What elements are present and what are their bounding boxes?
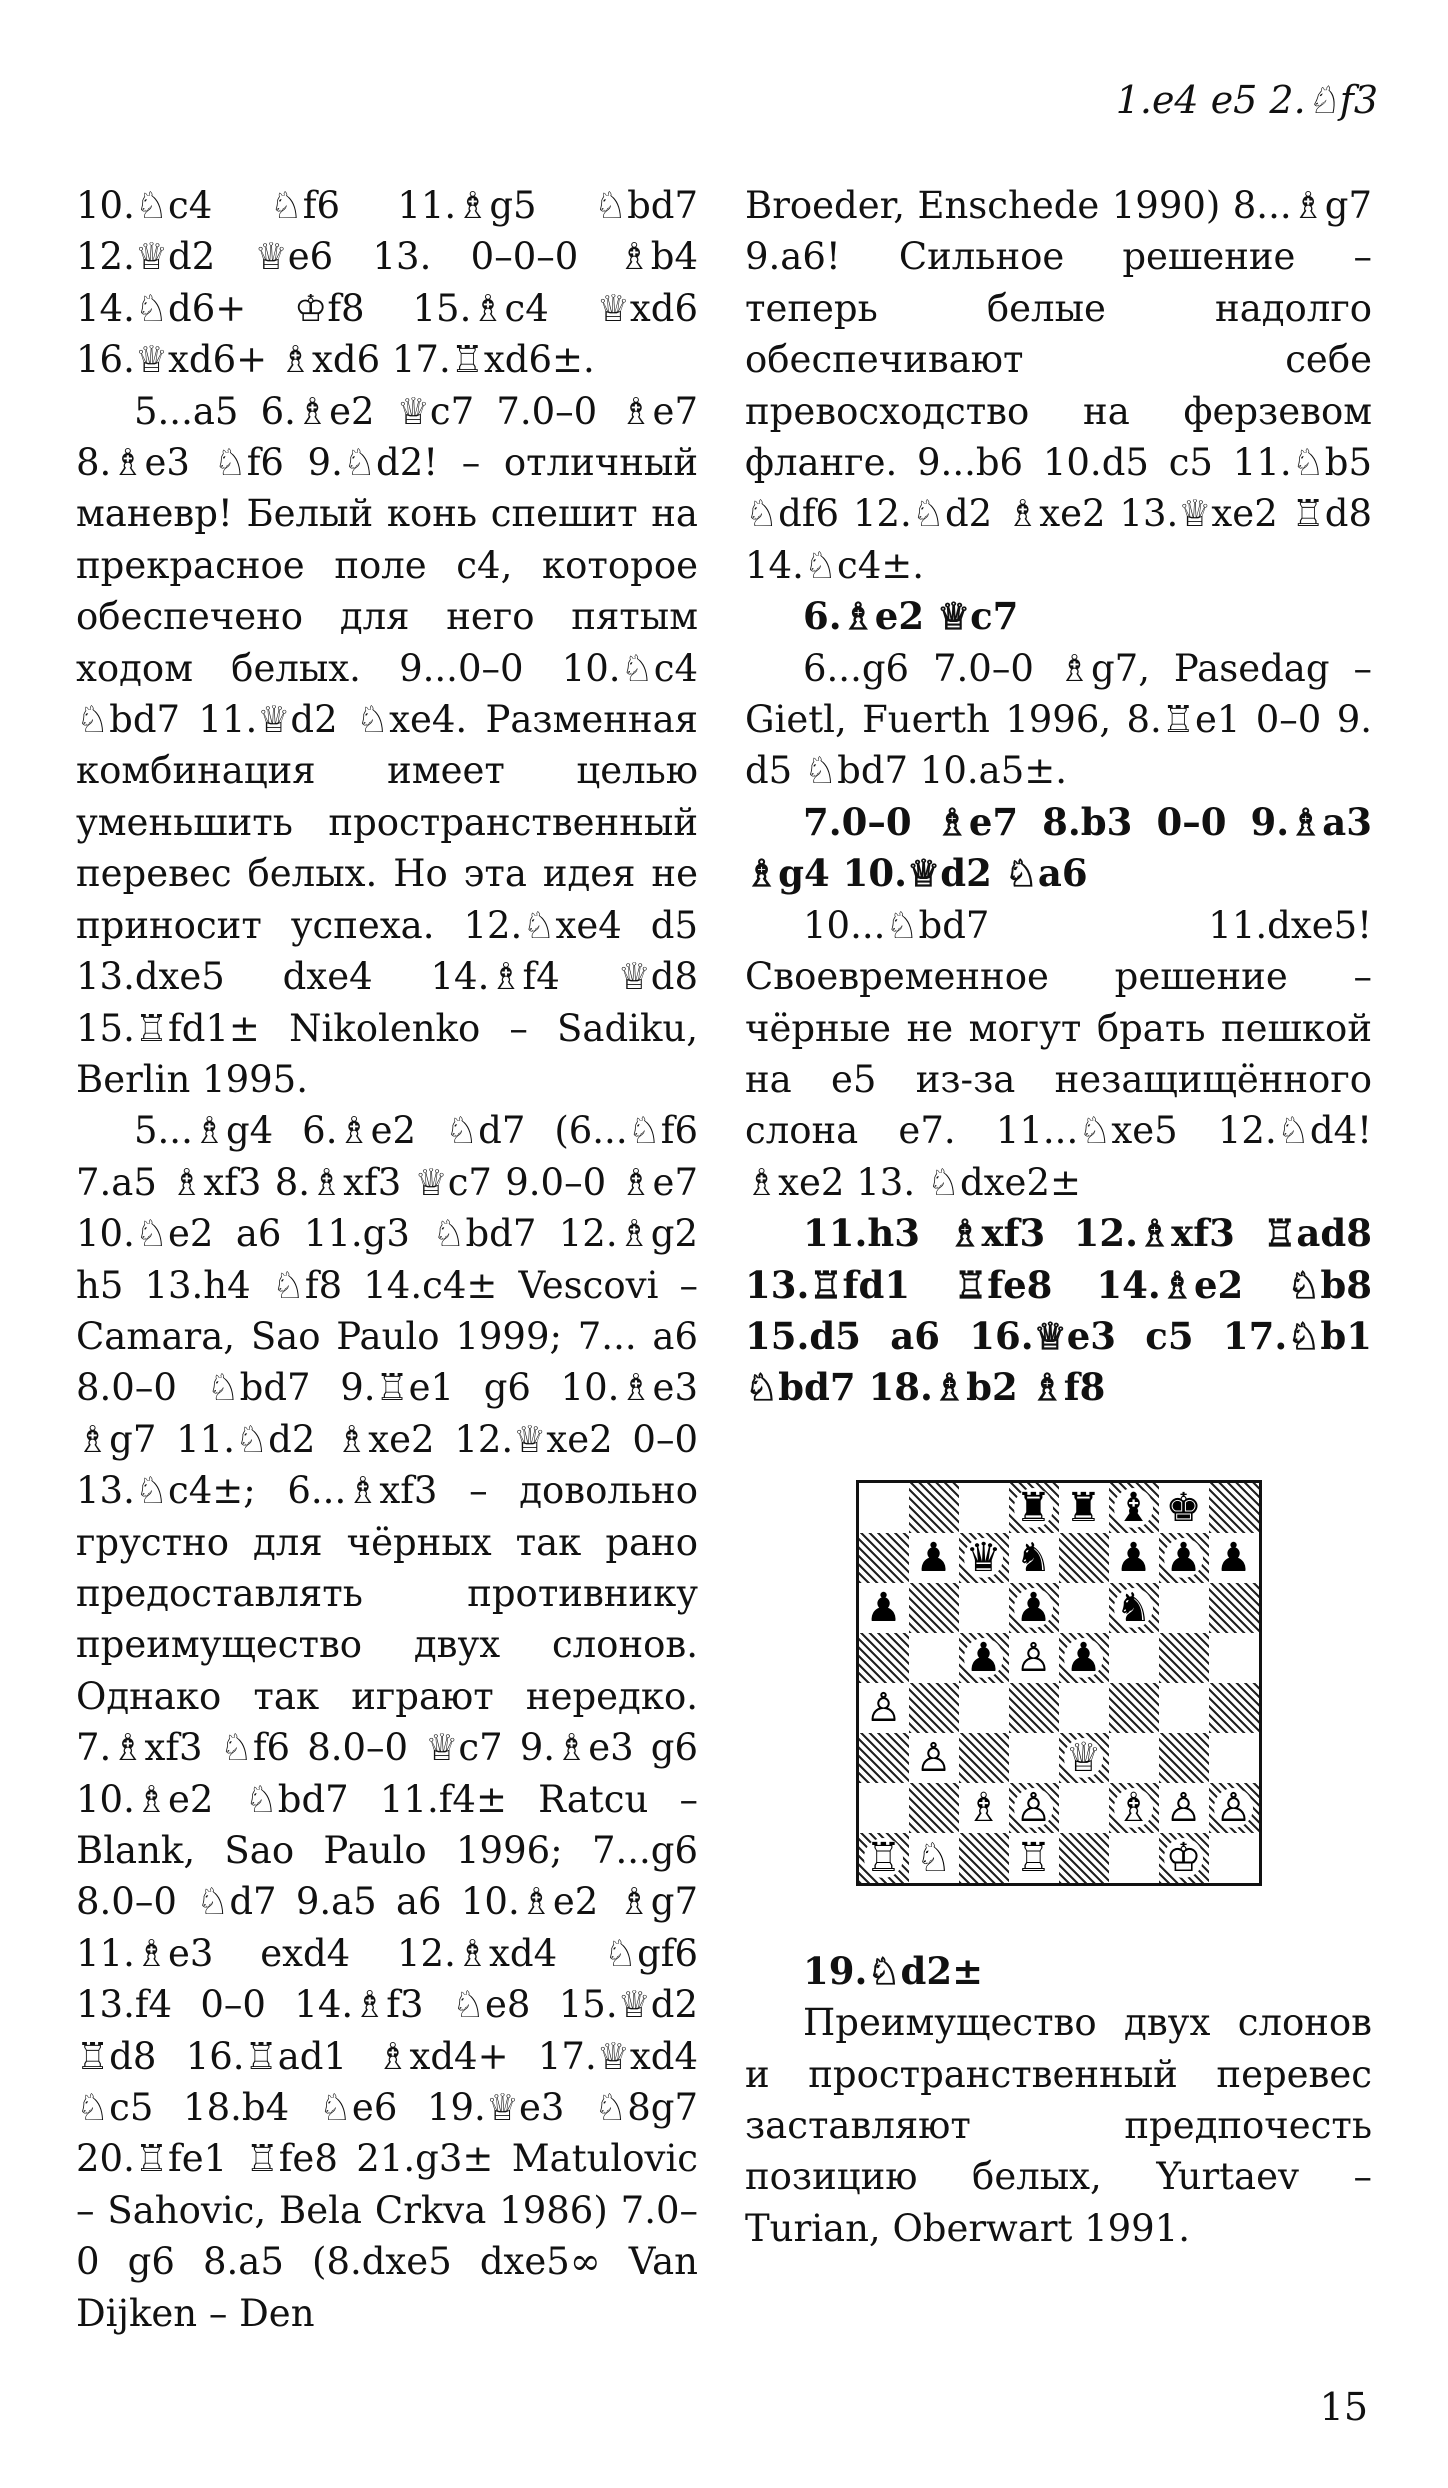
board-square bbox=[1059, 1633, 1109, 1683]
board-square bbox=[959, 1583, 1009, 1633]
paragraph: 5...a5 6.♗e2 ♕c7 7.0–0 ♗e7 8.♗e3 ♘f6 9.♘d2! – отличный маневр! Белый конь спешит на прекрасное поле c4, которое обеспечено для него пятым ходом белых. 9...0–0 10.♘c4 ♘bd7 11.♕d2 ♘xe4. Разменная комбинация имеет целью уменьшить пространственный перевес белых. Но эта идея не приносит успеха. 12.♘xe4 d5 13.dxe5 dxe4 14.♗f4 ♕d8 15.♖fd1± Nikolenko – Sadiku, Berlin 1995. bbox=[76, 389, 698, 1101]
board-square bbox=[1159, 1583, 1209, 1633]
chess-piece-icon: ♙ bbox=[865, 1684, 902, 1731]
board-square bbox=[1209, 1483, 1259, 1533]
board-square bbox=[909, 1583, 959, 1633]
chess-piece-icon: ♟ bbox=[1115, 1534, 1152, 1581]
left-column bbox=[76, 180, 698, 2339]
board-square bbox=[859, 1633, 909, 1683]
board-square bbox=[1109, 1833, 1159, 1883]
chess-piece-icon: ♔ bbox=[1165, 1834, 1202, 1881]
board-square bbox=[959, 1533, 1009, 1583]
board-square bbox=[1109, 1733, 1159, 1783]
board-square bbox=[1059, 1583, 1109, 1633]
chess-piece-icon: ♜ bbox=[1015, 1484, 1052, 1531]
board-square bbox=[1159, 1783, 1209, 1833]
board-square bbox=[1009, 1533, 1059, 1583]
board-square bbox=[909, 1683, 959, 1733]
board-square bbox=[1009, 1583, 1059, 1633]
chess-piece-icon: ♟ bbox=[865, 1584, 902, 1631]
board-square bbox=[1209, 1783, 1259, 1833]
board-square bbox=[859, 1533, 909, 1583]
board-square bbox=[859, 1833, 909, 1883]
board-square bbox=[859, 1733, 909, 1783]
main-line-move: 11.h3 ♗xf3 12.♗xf3 ♖ad8 13.♖fd1 ♖fe8 14.♗e2 ♘b8 15.d5 a6 16.♕e3 c5 17.♘b1 ♘bd7 18.♗b2 ♗f8 bbox=[745, 1211, 1372, 1410]
chess-piece-icon: ♗ bbox=[965, 1784, 1002, 1831]
board-square bbox=[1109, 1533, 1159, 1583]
paragraph: 6...g6 7.0–0 ♗g7, Pasedag – Gietl, Fuerth 1996, 8.♖e1 0–0 9. d5 ♘bd7 10.a5±. bbox=[745, 646, 1372, 793]
chess-board bbox=[856, 1480, 1262, 1886]
page-number: 15 bbox=[1319, 2385, 1368, 2429]
chess-piece-icon: ♟ bbox=[915, 1534, 952, 1581]
board-square bbox=[1109, 1683, 1159, 1733]
board-square bbox=[1209, 1533, 1259, 1583]
paragraph: 5...♗g4 6.♗e2 ♘d7 (6...♘f6 7.a5 ♗xf3 8.♗xf3 ♕c7 9.0–0 ♗e7 10.♘e2 a6 11.g3 ♘bd7 12.♗g2 h5 13.h4 ♘f8 14.c4± Vescovi – Camara, Sao Paulo 1999; 7... a6 8.0–0 ♘bd7 9.♖e1 g6 10.♗e3 ♗g7 11.♘d2 ♗xe2 12.♕xe2 0–0 13.♘c4±; 6...♗xf3 – довольно грустно для чёрных так рано предоставлять противнику преимущество двух слонов. Однако так играют нередко. 7.♗xf3 ♘f6 8.0–0 ♕c7 9.♗e3 g6 10.♗e2 ♘bd7 11.f4± Ratcu – Blank, Sao Paulo 1996; 7...g6 8.0–0 ♘d7 9.a5 a6 10.♗e2 ♗g7 11.♗e3 exd4 12.♗xd4 ♘gf6 13.f4 0–0 14.♗f3 ♘e8 15.♕d2 ♖d8 16.♖ad1 ♗xd4+ 17.♕xd4 ♘c5 18.b4 ♘e6 19.♕e3 ♘8g7 20.♖fe1 ♖fe8 21.g3± Matulovic – Sahovic, Bela Crkva 1986) 7.0–0 g6 8.a5 (8.dxe5 dxe5∞ Van Dijken – Den bbox=[76, 1109, 698, 2335]
board-square bbox=[1009, 1833, 1059, 1883]
board-square bbox=[1209, 1833, 1259, 1883]
board-square bbox=[1209, 1583, 1259, 1633]
chess-piece-icon: ♛ bbox=[965, 1534, 1002, 1581]
main-line-move: 7.0–0 ♗e7 8.b3 0–0 9.♗a3 ♗g4 10.♕d2 ♘a6 bbox=[745, 799, 1372, 896]
board-square bbox=[1009, 1683, 1059, 1733]
board-square bbox=[959, 1783, 1009, 1833]
chess-piece-icon: ♕ bbox=[1065, 1734, 1102, 1781]
board-square bbox=[1159, 1633, 1209, 1683]
board-square bbox=[909, 1633, 959, 1683]
board-square bbox=[859, 1683, 909, 1733]
paragraph: 10.♘c4 ♘f6 11.♗g5 ♘bd7 12.♕d2 ♕e6 13. 0–0–0 ♗b4 14.♘d6+ ♔f8 15.♗c4 ♕xd6 16.♕xd6+ ♗xd6 17.♖xd6±. bbox=[76, 184, 698, 382]
chess-piece-icon: ♞ bbox=[1115, 1584, 1152, 1631]
board-square bbox=[1059, 1533, 1109, 1583]
board-square bbox=[1009, 1733, 1059, 1783]
board-square bbox=[1059, 1483, 1109, 1533]
chess-piece-icon: ♗ bbox=[1115, 1784, 1152, 1831]
board-square bbox=[909, 1833, 959, 1883]
board-square bbox=[959, 1833, 1009, 1883]
board-square bbox=[1159, 1733, 1209, 1783]
chess-piece-icon: ♖ bbox=[865, 1834, 902, 1881]
board-square bbox=[859, 1783, 909, 1833]
board-square bbox=[959, 1733, 1009, 1783]
chess-piece-icon: ♙ bbox=[915, 1734, 952, 1781]
main-line-move: 19.♘d2± bbox=[803, 1948, 984, 1993]
chess-piece-icon: ♖ bbox=[1015, 1834, 1052, 1881]
board-square bbox=[859, 1483, 909, 1533]
paragraph: Broeder, Enschede 1990) 8...♗g7 9.a6! Сильное решение – теперь белые надолго обеспечивают себе превосходство на ферзевом фланге. 9...b6 10.d5 c5 11.♘b5 ♘df6 12.♘d2 ♗xe2 13.♕xe2 ♖d8 14.♘c4±. bbox=[745, 184, 1372, 587]
board-square bbox=[859, 1583, 909, 1633]
paragraph: 10...♘bd7 11.dxe5! Своевременное решение – чёрные не могут брать пешкой на e5 из-за незащищённого слона e7. 11...♘xe5 12.♘d4! ♗xe2 13. ♘dxe2± bbox=[745, 903, 1372, 1204]
board-square bbox=[1159, 1483, 1209, 1533]
right-column bbox=[745, 180, 1372, 2254]
running-header: 1.e4 e5 2.♘f3 bbox=[1115, 78, 1378, 122]
board-square bbox=[1009, 1783, 1059, 1833]
board-square bbox=[959, 1683, 1009, 1733]
board-square bbox=[1059, 1783, 1109, 1833]
chess-piece-icon: ♝ bbox=[1115, 1484, 1152, 1531]
board-square bbox=[959, 1483, 1009, 1533]
main-line-move: 6.♗e2 ♕c7 bbox=[803, 594, 1019, 639]
board-square bbox=[1059, 1683, 1109, 1733]
chess-piece-icon: ♘ bbox=[915, 1834, 952, 1881]
board-square bbox=[1009, 1483, 1059, 1533]
board-square bbox=[909, 1483, 959, 1533]
chess-piece-icon: ♙ bbox=[1215, 1784, 1252, 1831]
paragraph: Преимущество двух слонов и пространственный перевес заставляют предпочесть позицию белых, Yurtaev – Turian, Oberwart 1991. bbox=[745, 2001, 1372, 2250]
board-square bbox=[1109, 1783, 1159, 1833]
board-square bbox=[1059, 1733, 1109, 1783]
board-square bbox=[1209, 1733, 1259, 1783]
board-square bbox=[1209, 1633, 1259, 1683]
board-square bbox=[909, 1783, 959, 1833]
chess-diagram bbox=[745, 1480, 1372, 1886]
chess-piece-icon: ♚ bbox=[1165, 1484, 1202, 1531]
chess-piece-icon: ♟ bbox=[1165, 1534, 1202, 1581]
board-square bbox=[1109, 1633, 1159, 1683]
chess-piece-icon: ♟ bbox=[1015, 1584, 1052, 1631]
board-square bbox=[1109, 1583, 1159, 1633]
chess-piece-icon: ♞ bbox=[1015, 1534, 1052, 1581]
board-square bbox=[1109, 1483, 1159, 1533]
chess-piece-icon: ♟ bbox=[1215, 1534, 1252, 1581]
board-square bbox=[1009, 1633, 1059, 1683]
chess-piece-icon: ♙ bbox=[1015, 1784, 1052, 1831]
board-square bbox=[909, 1533, 959, 1583]
board-square bbox=[1159, 1833, 1209, 1883]
board-square bbox=[1159, 1533, 1209, 1583]
board-square bbox=[1159, 1683, 1209, 1733]
chess-piece-icon: ♜ bbox=[1065, 1484, 1102, 1531]
chess-piece-icon: ♙ bbox=[1165, 1784, 1202, 1831]
board-square bbox=[1209, 1683, 1259, 1733]
chess-piece-icon: ♙ bbox=[1015, 1634, 1052, 1681]
board-square bbox=[909, 1733, 959, 1783]
chess-piece-icon: ♟ bbox=[965, 1634, 1002, 1681]
board-square bbox=[959, 1633, 1009, 1683]
board-square bbox=[1059, 1833, 1109, 1883]
chess-piece-icon: ♟ bbox=[1065, 1634, 1102, 1681]
